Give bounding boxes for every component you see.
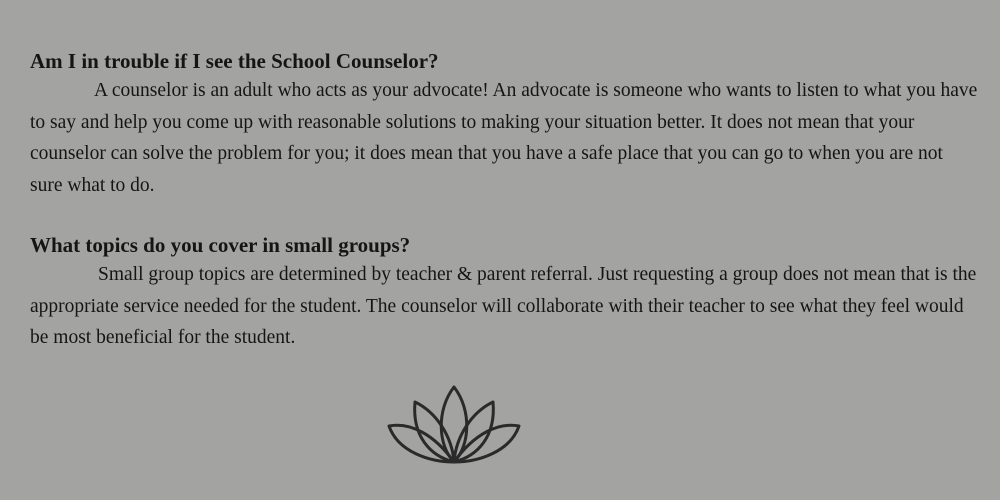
faq-question-small-groups: What topics do you cover in small groups? bbox=[30, 233, 411, 257]
faq-answer-counselor: A counselor is an adult who acts as your advocate! An advocate is someone who wants to listen to what you have to say and help you come up with reasonable solutions to making your situation better. It does not mean that your counselor can solve the problem for you; it does mean that you have a safe place that you can go to when you are not sure what to do. bbox=[30, 80, 978, 196]
faq-question-counselor: Am I in trouble if I see the School Counselor? bbox=[30, 49, 439, 73]
faq-section-counselor bbox=[30, 47, 980, 201]
faq-answer-small-groups: Small group topics are determined by teacher & parent referral. Just requesting a group does not mean that is the appropriate service needed for the student. The counselor will collaborate with their teacher to see what they feel would be most beneficial for the student. bbox=[30, 264, 977, 348]
faq-content bbox=[30, 47, 980, 354]
lotus-icon bbox=[386, 384, 522, 466]
faq-section-small-groups bbox=[30, 231, 980, 354]
section-spacer bbox=[30, 201, 980, 231]
